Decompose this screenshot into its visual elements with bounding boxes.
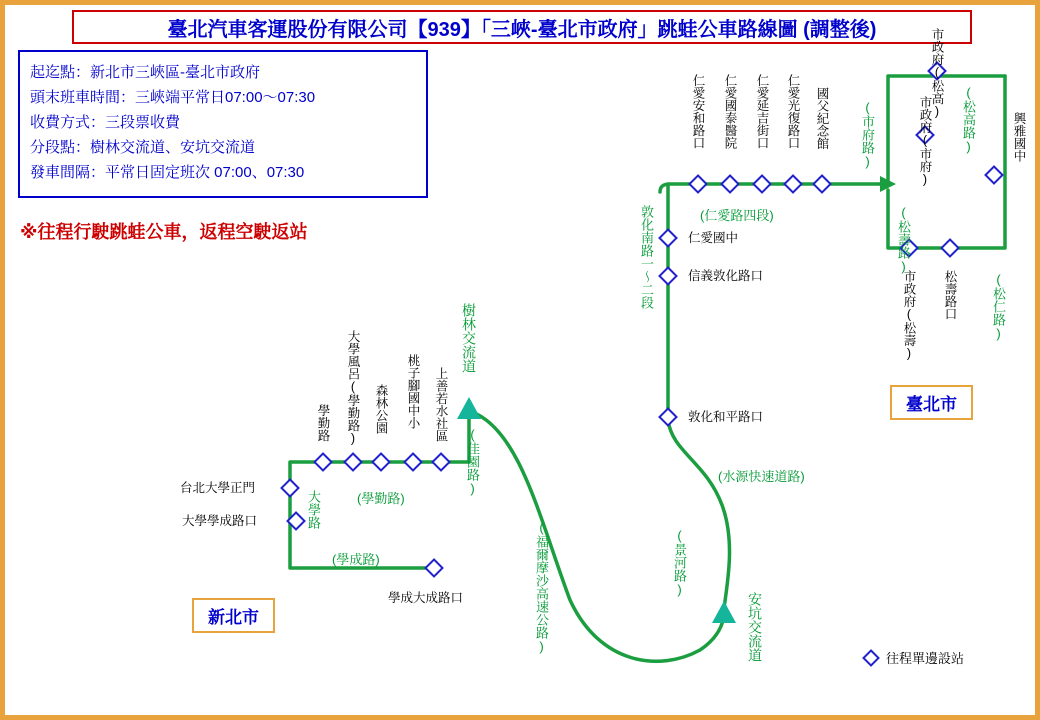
road-label-r09: (仁愛路四段): [700, 208, 774, 223]
road-label-r08: 敦化南路一～二段: [639, 205, 654, 309]
road-label-r11: (松高路): [961, 85, 976, 154]
stop-label-s20: 市政府(松壽): [902, 270, 916, 361]
road-label-r06: (景河路): [672, 528, 687, 597]
stop-label-s18: 市政府(市府): [918, 96, 932, 187]
stop-marker-s10[interactable]: [720, 174, 740, 194]
stop-marker-s11[interactable]: [752, 174, 772, 194]
interchange-label-ix1: 樹林交流道: [461, 303, 477, 373]
info-line-fare: 收費方式：三段票收費: [30, 114, 181, 131]
stop-marker-s15[interactable]: [658, 266, 678, 286]
stop-marker-s03[interactable]: [424, 558, 444, 578]
stop-label-s05: 大學風呂(學勤路): [346, 330, 360, 446]
stop-label-s19: 興雅國中: [1012, 112, 1026, 162]
stop-label-s02: 大學學成路口: [182, 514, 258, 528]
page-title: 臺北汽車客運股份有限公司【939】「三峽-臺北市政府」跳蛙公車路線圖 (調整後): [167, 18, 877, 41]
diamond-stop-icon: [862, 649, 880, 667]
stop-marker-s07[interactable]: [403, 452, 423, 472]
info-line-origin-destination: 起迄點：新北市三峽區-臺北市政府: [30, 64, 260, 81]
stop-marker-s09[interactable]: [688, 174, 708, 194]
stop-label-s17: 市政府(松高): [930, 28, 944, 119]
info-line-service-hours: 頭末班車時間：三峽端平常日07:00～07:30: [30, 89, 316, 106]
stop-label-s08: 上善若水社區: [434, 367, 448, 442]
road-label-r13: (松仁路): [991, 272, 1006, 341]
stop-label-s10: 仁愛國泰醫院: [723, 74, 737, 149]
stop-marker-s05[interactable]: [343, 452, 363, 472]
stop-marker-s16[interactable]: [658, 407, 678, 427]
stop-marker-s06[interactable]: [371, 452, 391, 472]
road-label-r02: (學成路): [332, 552, 380, 567]
road-label-r12: (松壽路): [896, 205, 911, 274]
interchange-label-ix2: 安坑交流道: [747, 592, 763, 662]
legend: [862, 648, 964, 667]
city-label-taipei: 臺北市: [890, 385, 973, 420]
road-label-r03: 大學路: [306, 490, 321, 529]
stop-label-s16: 敦化和平路口: [688, 410, 764, 424]
road-label-r10: (市府路): [860, 100, 875, 169]
legend-label: 往程單邊設站: [886, 651, 965, 666]
stop-marker-s08[interactable]: [431, 452, 451, 472]
stop-label-s09: 仁愛安和路口: [691, 74, 705, 149]
road-label-r05: (福爾摩沙高速公路): [534, 520, 549, 654]
interchange-marker-ix2[interactable]: [710, 599, 738, 625]
info-line-headway: 發車間隔：平常日固定班次 07:00、07:30: [30, 164, 305, 181]
stop-label-s06: 森林公園: [374, 384, 388, 434]
stop-label-s15: 信義敦化路口: [688, 269, 764, 283]
info-line-fare-stages: 分段點：樹林交流道、安坑交流道: [30, 139, 256, 156]
stop-label-s03: 學成大成路口: [388, 591, 464, 605]
stop-label-s11: 仁愛延吉街口: [755, 74, 769, 149]
stop-label-s07: 桃子腳國中小: [406, 354, 420, 429]
stop-label-s04: 學勤路: [316, 404, 330, 442]
stop-marker-s01[interactable]: [280, 478, 300, 498]
stop-marker-s13[interactable]: [812, 174, 832, 194]
stop-label-s12: 仁愛光復路口: [786, 74, 800, 149]
stop-marker-s02[interactable]: [286, 511, 306, 531]
road-label-r04: (佳園路): [465, 427, 480, 496]
stop-marker-s19[interactable]: [984, 165, 1004, 185]
stop-marker-s14[interactable]: [658, 228, 678, 248]
road-label-r01: (學勤路): [357, 491, 405, 506]
stop-marker-s21[interactable]: [940, 238, 960, 258]
stop-label-s13: 國父紀念館: [815, 87, 829, 150]
service-note: ※往程行駛跳蛙公車，返程空駛返站: [20, 222, 308, 242]
interchange-marker-ix1[interactable]: [455, 395, 483, 421]
stop-marker-s04[interactable]: [313, 452, 333, 472]
city-label-new-taipei: 新北市: [192, 598, 275, 633]
route-info-box: [18, 50, 428, 198]
stop-label-s01: 台北大學正門: [180, 481, 256, 495]
stop-label-s14: 仁愛國中: [688, 231, 739, 245]
stop-marker-s12[interactable]: [783, 174, 803, 194]
road-label-r07: (水源快速道路): [718, 469, 805, 484]
stop-label-s21: 松壽路口: [943, 270, 957, 320]
poster-title-box: [72, 10, 972, 44]
